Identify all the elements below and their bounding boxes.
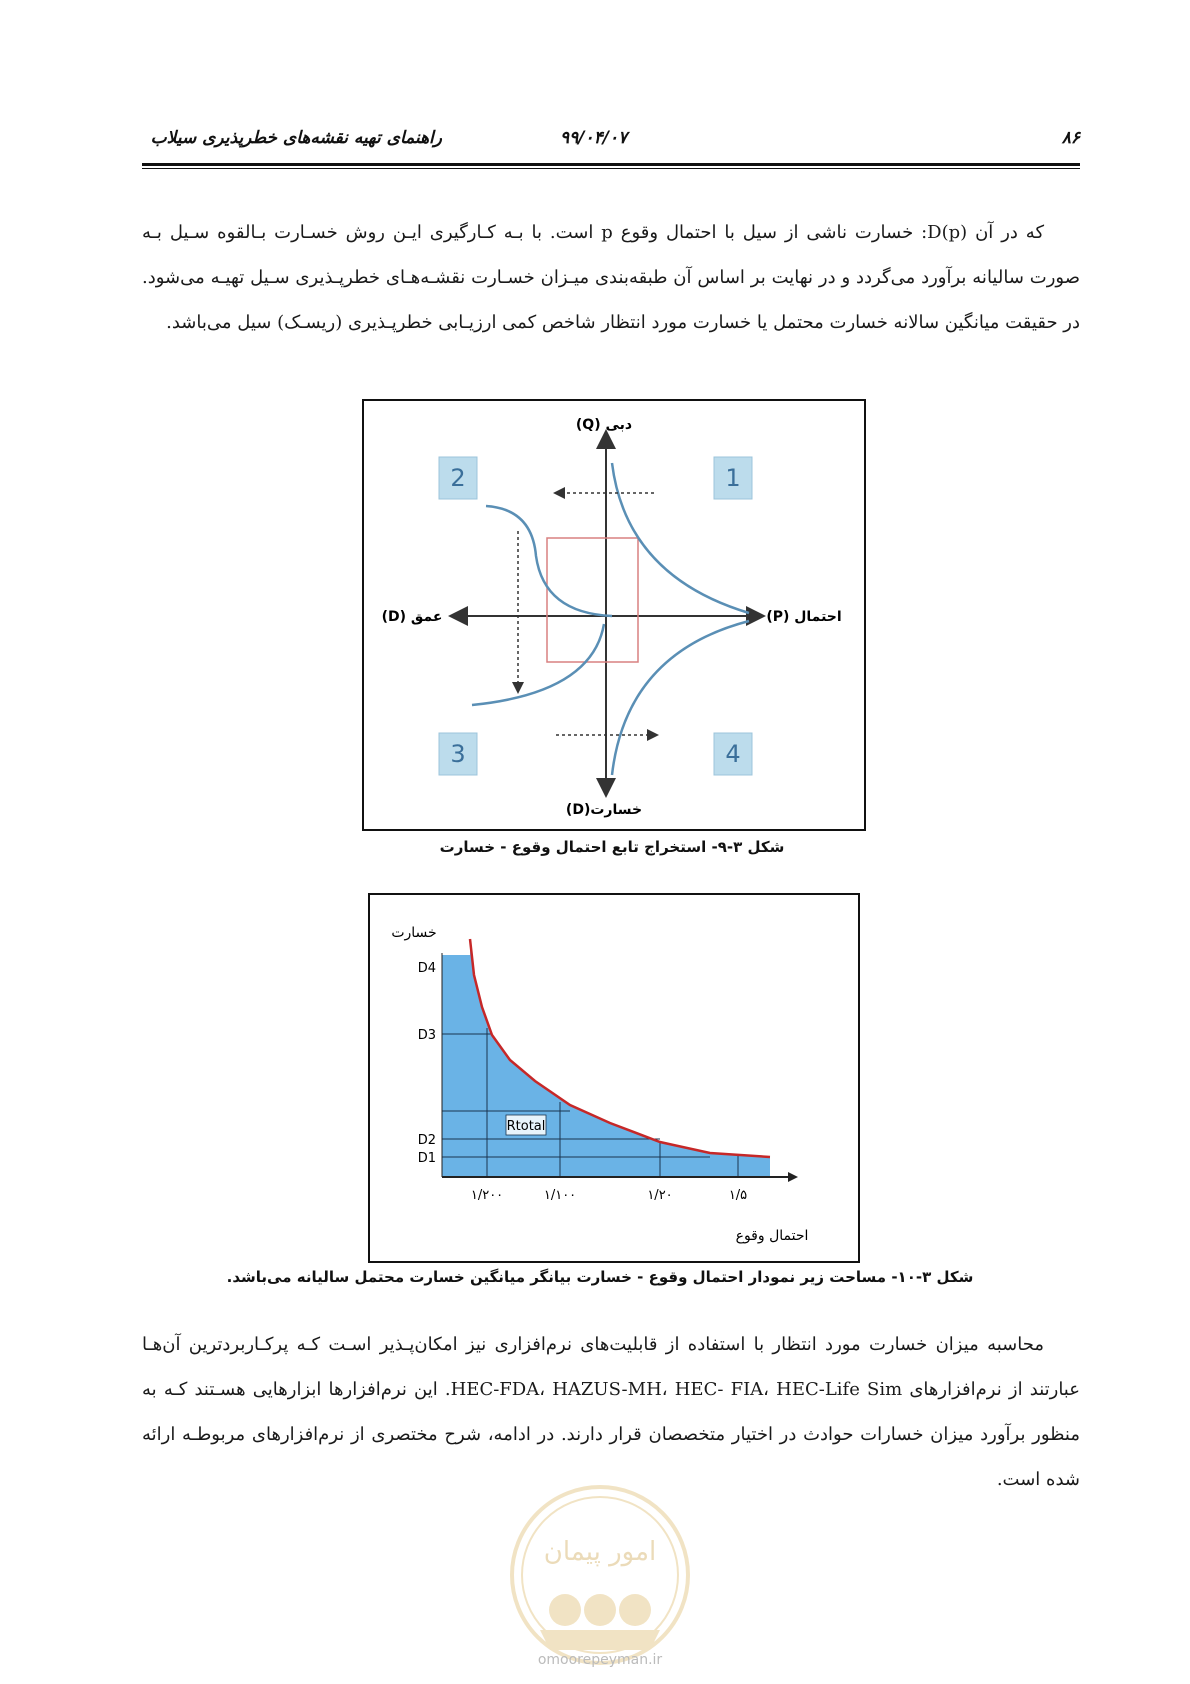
quadrant-badge-4 [714, 733, 752, 775]
x-axis-arrow [788, 1172, 798, 1182]
area-under-curve [442, 939, 770, 1177]
header-rule-thin [142, 168, 1080, 169]
quadrant-badge-1 [714, 457, 752, 499]
x-tick-label: ۱/۵ [728, 1188, 748, 1203]
svg-text:4: 4 [725, 740, 741, 768]
probability-damage-chart [370, 895, 858, 1261]
x-tick-label: ۱/۲۰۰ [470, 1188, 504, 1203]
curve-quadrant-3 [472, 624, 604, 705]
svg-text:امور پیمان: امور پیمان [543, 1537, 657, 1567]
body-paragraph-1: که در آن D(p): خسارت ناشی از سیل با احتمال وقوع p است. با بـه کـارگیری ایـن روش خسـارت بـالقوه سـیل بـه صورت سالیانه برآورد می‌گردد و در نهایت بر اساس آن طبقه‌بندی میـزان خسـارت نقشـه‌هـای خطرپـذیری سـیل تهیـه می‌شود. در حقیقت میانگین سالانه خسارت محتمل یا خسارت مورد انتظار شاخص کمی ارزیـابی خطرپـذیری (ریسـک) سیل می‌باشد. [142, 222, 1080, 333]
header-rule [142, 163, 1080, 166]
y-axis-title: خسارت [391, 925, 437, 941]
figure-1-caption: شکل ۳-۹- استخراج تابع احتمال وقوع - خسارت [439, 838, 785, 856]
label-left: عمق (D) [381, 609, 443, 625]
rtotal-label: Rtotal [506, 1119, 546, 1134]
header-title: راهنمای تهیه نقشه‌های خطرپذیری سیلاب [150, 128, 442, 148]
header-date: ۹۹/۰۴/۰۷ [560, 128, 628, 148]
x-axis-title: احتمال وقوع [735, 1228, 809, 1244]
curve-quadrant-2 [486, 506, 612, 616]
x-tick-label: ۱/۲۰ [647, 1188, 673, 1203]
y-tick-label: D3 [417, 1028, 436, 1043]
figure-2 [368, 893, 860, 1263]
quadrant-badge-3 [439, 733, 477, 775]
x-tick-label: ۱/۱۰۰ [543, 1188, 577, 1203]
label-bottom: خسارت(D) [565, 802, 643, 818]
watermark-logo [505, 1480, 695, 1670]
svg-text:1: 1 [725, 464, 741, 492]
page-number: ۸۶ [1061, 128, 1080, 148]
figure-1 [362, 399, 866, 831]
quadrant-badge-2 [439, 457, 477, 499]
y-tick-label: D1 [417, 1151, 436, 1166]
svg-text:2: 2 [450, 464, 466, 492]
figure-2-caption: شکل ۳-۱۰- مساحت زیر نمودار احتمال وقوع - خسارت بیانگر میانگین خسارت محتمل سالیانه می‌باشد. [226, 1268, 974, 1286]
label-top: دبی (Q) [575, 417, 633, 433]
y-tick-label: D4 [417, 961, 436, 976]
y-tick-label: D2 [417, 1133, 436, 1148]
svg-text:3: 3 [450, 740, 466, 768]
watermark-url: omoorepeyman.ir [537, 1652, 663, 1668]
label-right: احتمال (P) [766, 609, 842, 625]
body-paragraph-2: محاسبه میزان خسارت مورد انتظار با استفاده از قابلیت‌های نرم‌افزاری نیز امکان‌پـذیر اسـت کـه پرکـاربردترین آن‌هـا عبارتند از نرم‌افزارهای HEC-FDA، HAZUS-MH، HEC- FIA، HEC-Life Sim. این نرم‌افزارها ابزارهایی هسـتند کـه به منظور برآورد میزان خسارات حوادث در اختیار متخصصان قرار دارند. در ادامه، شرح مختصری از نرم‌افزارهای مربوطـه ارائه شده است. [142, 1334, 1080, 1490]
quadrant-diagram [364, 401, 864, 829]
